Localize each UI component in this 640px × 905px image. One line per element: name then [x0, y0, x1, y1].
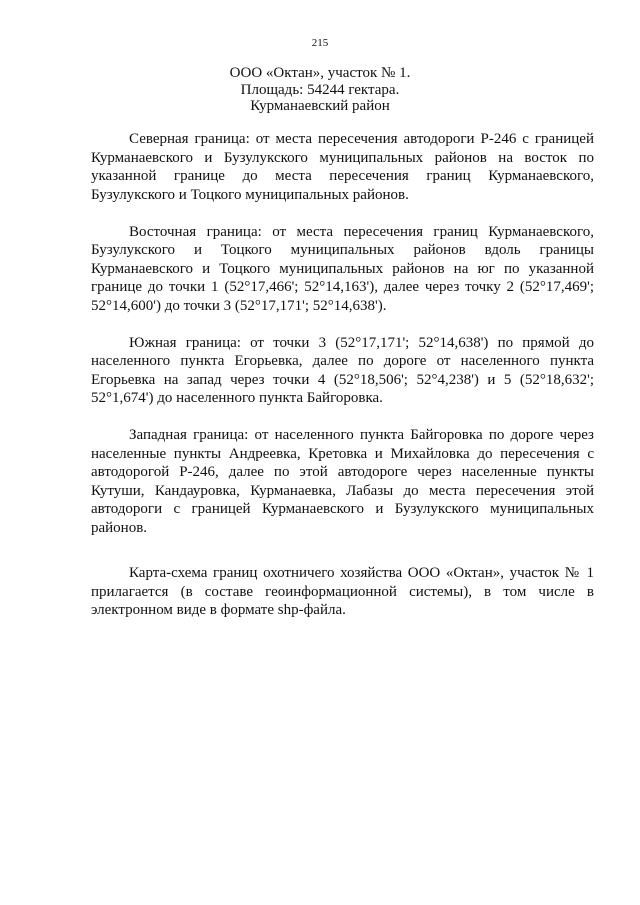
- north-boundary-paragraph: Северная граница: от места пересечения автодороги Р-246 с границей Курманаевского и Бузулукского муниципальных районов на восток по указанной границе до места пересечения границ Курманаевского, Бузулукского и Тоцкого муниципальных районов.: [91, 131, 594, 203]
- header-district: Курманаевский район: [250, 98, 390, 114]
- document-body: [91, 130, 594, 620]
- east-boundary-paragraph: Восточная граница: от места пересечения границ Курманаевского, Бузулукского и Тоцкого муниципальных районов вдоль границы Курманаевского и Тоцкого муниципальных районов на юг по указанной границе до точки 1 (52°17,466'; 52°14,163'), далее через точку 2 (52°17,469'; 52°14,600') до точки 3 (52°17,171'; 52°14,638').: [91, 223, 594, 314]
- header-area: Площадь: 54244 гектара.: [240, 81, 400, 98]
- south-boundary-paragraph: Южная граница: от точки 3 (52°17,171'; 52°14,638') по прямой до населенного пункта Егорьевка, далее по дороге от населенного пункта Егорьевка на запад через точки 4 (52°18,506'; 52°4,238') и 5 (52°18,632'; 52°1,674') до населенного пункта Байгоровка.: [91, 334, 594, 406]
- page-number: 215: [311, 37, 329, 49]
- header-title: ООО «Октан», участок № 1.: [229, 65, 411, 81]
- document-header: [0, 65, 640, 115]
- map-note-paragraph: Карта-схема границ охотничего хозяйства ООО «Октан», участок № 1 прилагается (в составе геоинформационной системы), в том числе в электронном виде в формате shp-файла.: [91, 565, 594, 618]
- west-boundary-paragraph: Западная граница: от населенного пункта Байгоровка по дороге через населенные пункты Андреевка, Кретовка и Михайловка до пересечения с автодорогой Р-246, далее по этой автодороге через населенные пункты Кутуши, Кандауровка, Курманаевка, Лабазы до места пересечения этой автодороги с границей Курманаевского и Бузулукского муниципальных районов.: [91, 427, 594, 536]
